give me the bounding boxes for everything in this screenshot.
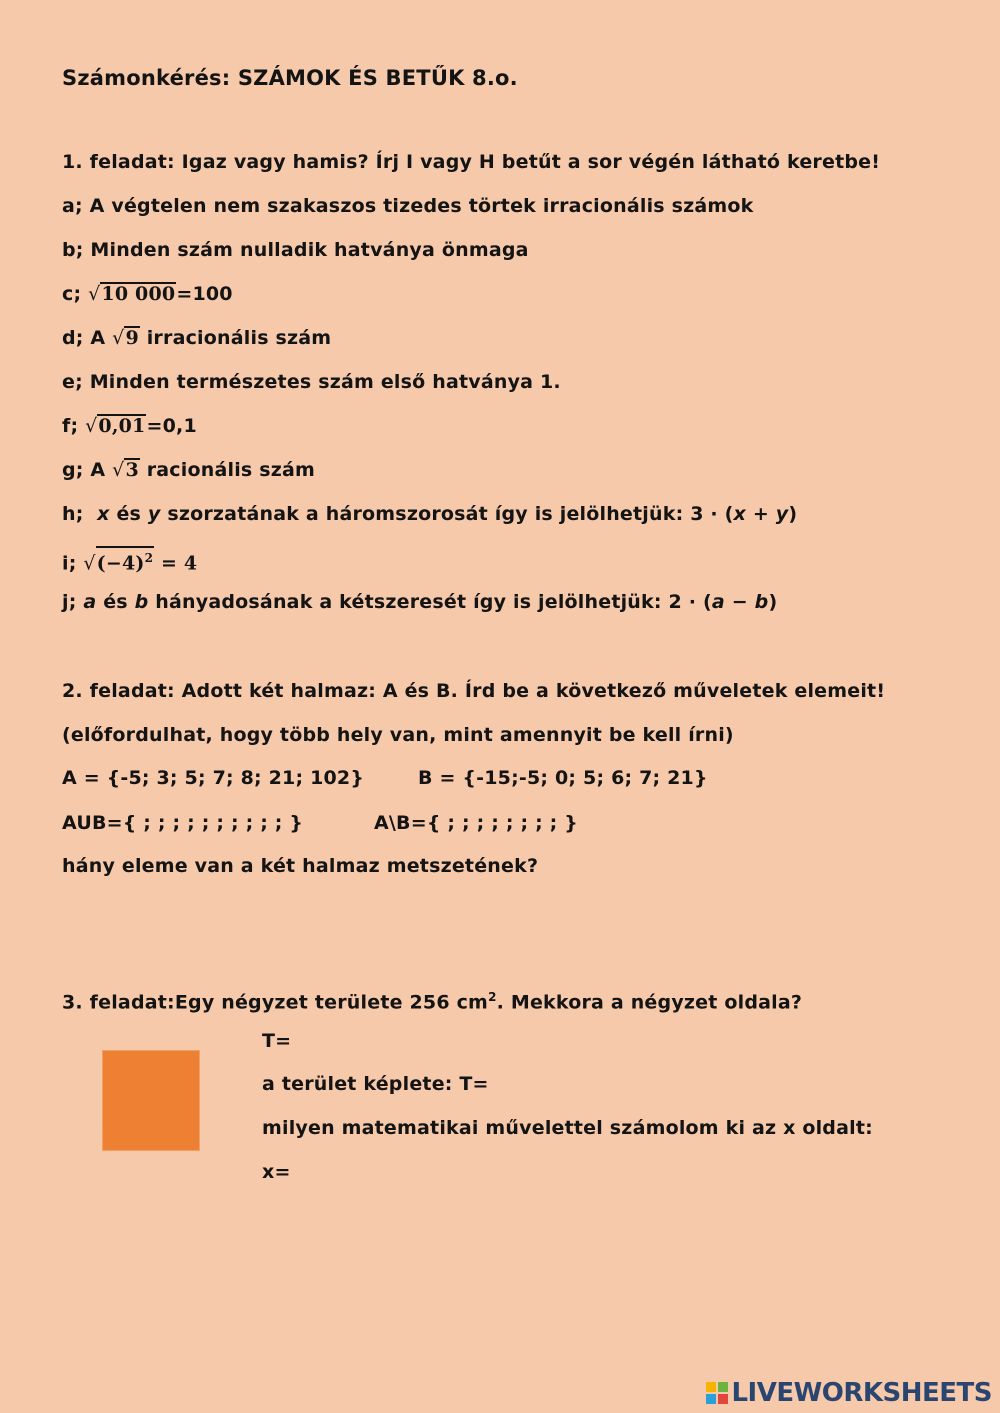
task1-item-e: e; Minden természetes szám első hatványa 1. (62, 371, 561, 393)
intersection-question: hány eleme van a két halmaz metszetének? (62, 855, 539, 877)
task3-heading (62, 985, 802, 1014)
union-answer[interactable]: AUB={ ; ; ; ; ; ; ; ; ; ; } (62, 812, 304, 834)
exponent-2: 2 (144, 551, 154, 565)
item-g-prefix: g; A (62, 459, 106, 481)
var-b: b (134, 591, 149, 613)
var-a: a (83, 591, 97, 613)
liveworksheets-logo-icon (705, 1381, 729, 1405)
sqrt-0-01: √0,01 (85, 415, 146, 437)
var-b-2: b (754, 591, 769, 613)
var-a-2: a (711, 591, 725, 613)
radicand-9: 9 (125, 327, 139, 349)
item-i-suffix: = 4 (160, 552, 198, 575)
task1-heading: 1. feladat: Igaz vagy hamis? Írj I vagy H betűt a sor végén látható keretbe! (62, 151, 881, 173)
task2-heading: 2. feladat: Adott két halmaz: A és B. Írd be a következő műveletek elemeit! (62, 680, 886, 702)
radicand-3: 3 (125, 459, 139, 481)
set-b: B = {-15;-5; 0; 5; 6; 7; 21} (418, 767, 708, 789)
operation-question: milyen matematikai művelettel számolom ki az x oldalt: (262, 1117, 873, 1139)
sqrt-neg4-squared: $√(-4)^2$ (83, 546, 154, 575)
item-h-text: szorzatának a háromszorosát így is jelölhetjük: 3 · ( (167, 503, 734, 525)
item-c-suffix: =100 (176, 283, 233, 305)
task3-heading-prefix: 3. feladat: (62, 991, 175, 1014)
item-d-prefix: d; A (62, 327, 106, 349)
set-a: A = {-5; 3; 5; 7; 8; 21; 102} (62, 767, 365, 789)
close-paren-h: ) (788, 503, 798, 525)
item-j-and: és (103, 591, 128, 613)
radicand-10000: 10 000 (101, 283, 176, 305)
close-paren-j: ) (768, 591, 778, 613)
item-d-suffix: irracionális szám (146, 327, 332, 349)
task1-item-j (62, 590, 777, 614)
item-j-prefix: j; (62, 591, 77, 613)
item-f-suffix: =0,1 (146, 415, 197, 437)
sqrt-3: √3 (112, 459, 139, 481)
task3-heading-suffix: . Mekkora a négyzet oldala? (496, 991, 803, 1014)
page-title: Számonkérés: SZÁMOK ÉS BETŰK 8.o. (62, 66, 518, 90)
item-i-prefix: i; (62, 552, 77, 575)
item-f-prefix: f; (62, 415, 79, 437)
difference-answer[interactable]: A\B={ ; ; ; ; ; ; ; ; } (374, 812, 579, 834)
sqrt-10000: √10 000 (88, 283, 176, 305)
formula-answer[interactable]: a terület képlete: T= (262, 1073, 489, 1095)
item-j-text: hányadosának a kétszeresét így is jelölhetjük: 2 · ( (155, 591, 712, 613)
var-y-2: y (775, 503, 789, 525)
task1-item-f (62, 414, 197, 438)
item-g-suffix: racionális szám (146, 459, 316, 481)
radicand-neg4: (−4) (96, 552, 145, 575)
task1-item-d (62, 326, 331, 350)
task1-item-h (62, 502, 797, 526)
brand-footer (705, 1377, 992, 1409)
item-h-prefix: h; (62, 503, 84, 525)
task2-note: (előfordulhat, hogy több hely van, mint amennyit be kell írni) (62, 724, 734, 746)
var-x-2: x (733, 503, 747, 525)
square-figure (102, 1050, 200, 1151)
item-h-and: és (116, 503, 142, 525)
t-answer[interactable]: T= (262, 1030, 292, 1052)
var-x: x (97, 503, 110, 525)
var-y: y (147, 503, 161, 525)
minus-sign: − (724, 591, 755, 613)
plus-sign: + (746, 503, 776, 525)
sqrt-9: √9 (112, 327, 139, 349)
cm-exponent: 2 (488, 990, 497, 1004)
task1-item-a: a; A végtelen nem szakaszos tizedes törtek irracionális számok (62, 195, 754, 217)
x-answer[interactable]: x= (262, 1161, 291, 1183)
brand-text: LIVEWORKSHEETS (731, 1378, 992, 1408)
task1-item-c (62, 282, 233, 306)
radicand-0-01: 0,01 (98, 415, 146, 437)
task1-item-i (62, 546, 197, 575)
task1-item-b: b; Minden szám nulladik hatványa önmaga (62, 239, 529, 261)
item-c-prefix: c; (62, 283, 82, 305)
task3-heading-text: Egy négyzet területe 256 cm (174, 991, 489, 1014)
task1-item-g (62, 458, 315, 482)
